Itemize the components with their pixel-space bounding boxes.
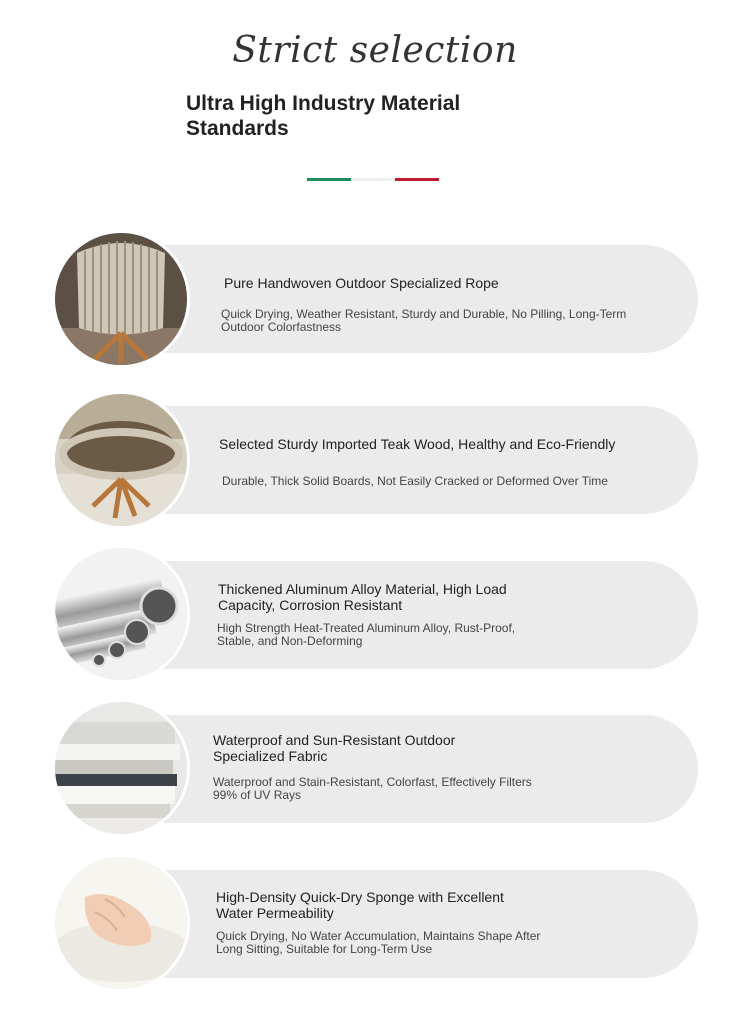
feature-image [55, 394, 187, 526]
aluminum-tubes-photo [55, 548, 187, 680]
feature-image [55, 548, 187, 680]
page-subtitle: Ultra High Industry Material Standards [186, 92, 461, 140]
feature-image [55, 233, 187, 365]
feature-title: Pure Handwoven Outdoor Specialized Rope [224, 275, 499, 291]
feature-description: Quick Drying, Weather Resistant, Sturdy and Durable, No Pilling, Long-Term Outdoor Colorfastness [221, 307, 627, 334]
divider-green [307, 178, 351, 181]
feature-card [110, 406, 698, 514]
feature-title: Waterproof and Sun-Resistant Outdoor Specialized Fabric [213, 732, 456, 764]
feature-description: Waterproof and Stain-Resistant, Colorfast, Effectively Filters 99% of UV Rays [213, 775, 532, 802]
feature-image [55, 702, 187, 834]
folded-fabric-photo [55, 702, 187, 834]
feature-card [110, 561, 698, 669]
feature-card [110, 245, 698, 353]
woven-rope-chair-photo [55, 233, 187, 365]
feature-description: High Strength Heat-Treated Aluminum Alloy, Rust-Proof, Stable, and Non-Deforming [217, 621, 516, 648]
sponge-hand-press-photo [55, 857, 187, 989]
divider-red [395, 178, 439, 181]
feature-image [55, 857, 187, 989]
divider-white [351, 178, 395, 181]
feature-description: Durable, Thick Solid Boards, Not Easily Cracked or Deformed Over Time [222, 474, 608, 488]
feature-title: Thickened Aluminum Alloy Material, High Load Capacity, Corrosion Resistant [218, 581, 507, 613]
tricolor-divider [307, 178, 439, 181]
teak-lounge-chair-photo [55, 394, 187, 526]
feature-card [110, 870, 698, 978]
script-title: Strict selection [232, 30, 518, 71]
feature-description: Quick Drying, No Water Accumulation, Maintains Shape After Long Sitting, Suitable for Long-Term Use [216, 929, 541, 956]
feature-title: Selected Sturdy Imported Teak Wood, Healthy and Eco-Friendly [219, 436, 616, 452]
feature-title: High-Density Quick-Dry Sponge with Excellent Water Permeability [216, 889, 504, 921]
